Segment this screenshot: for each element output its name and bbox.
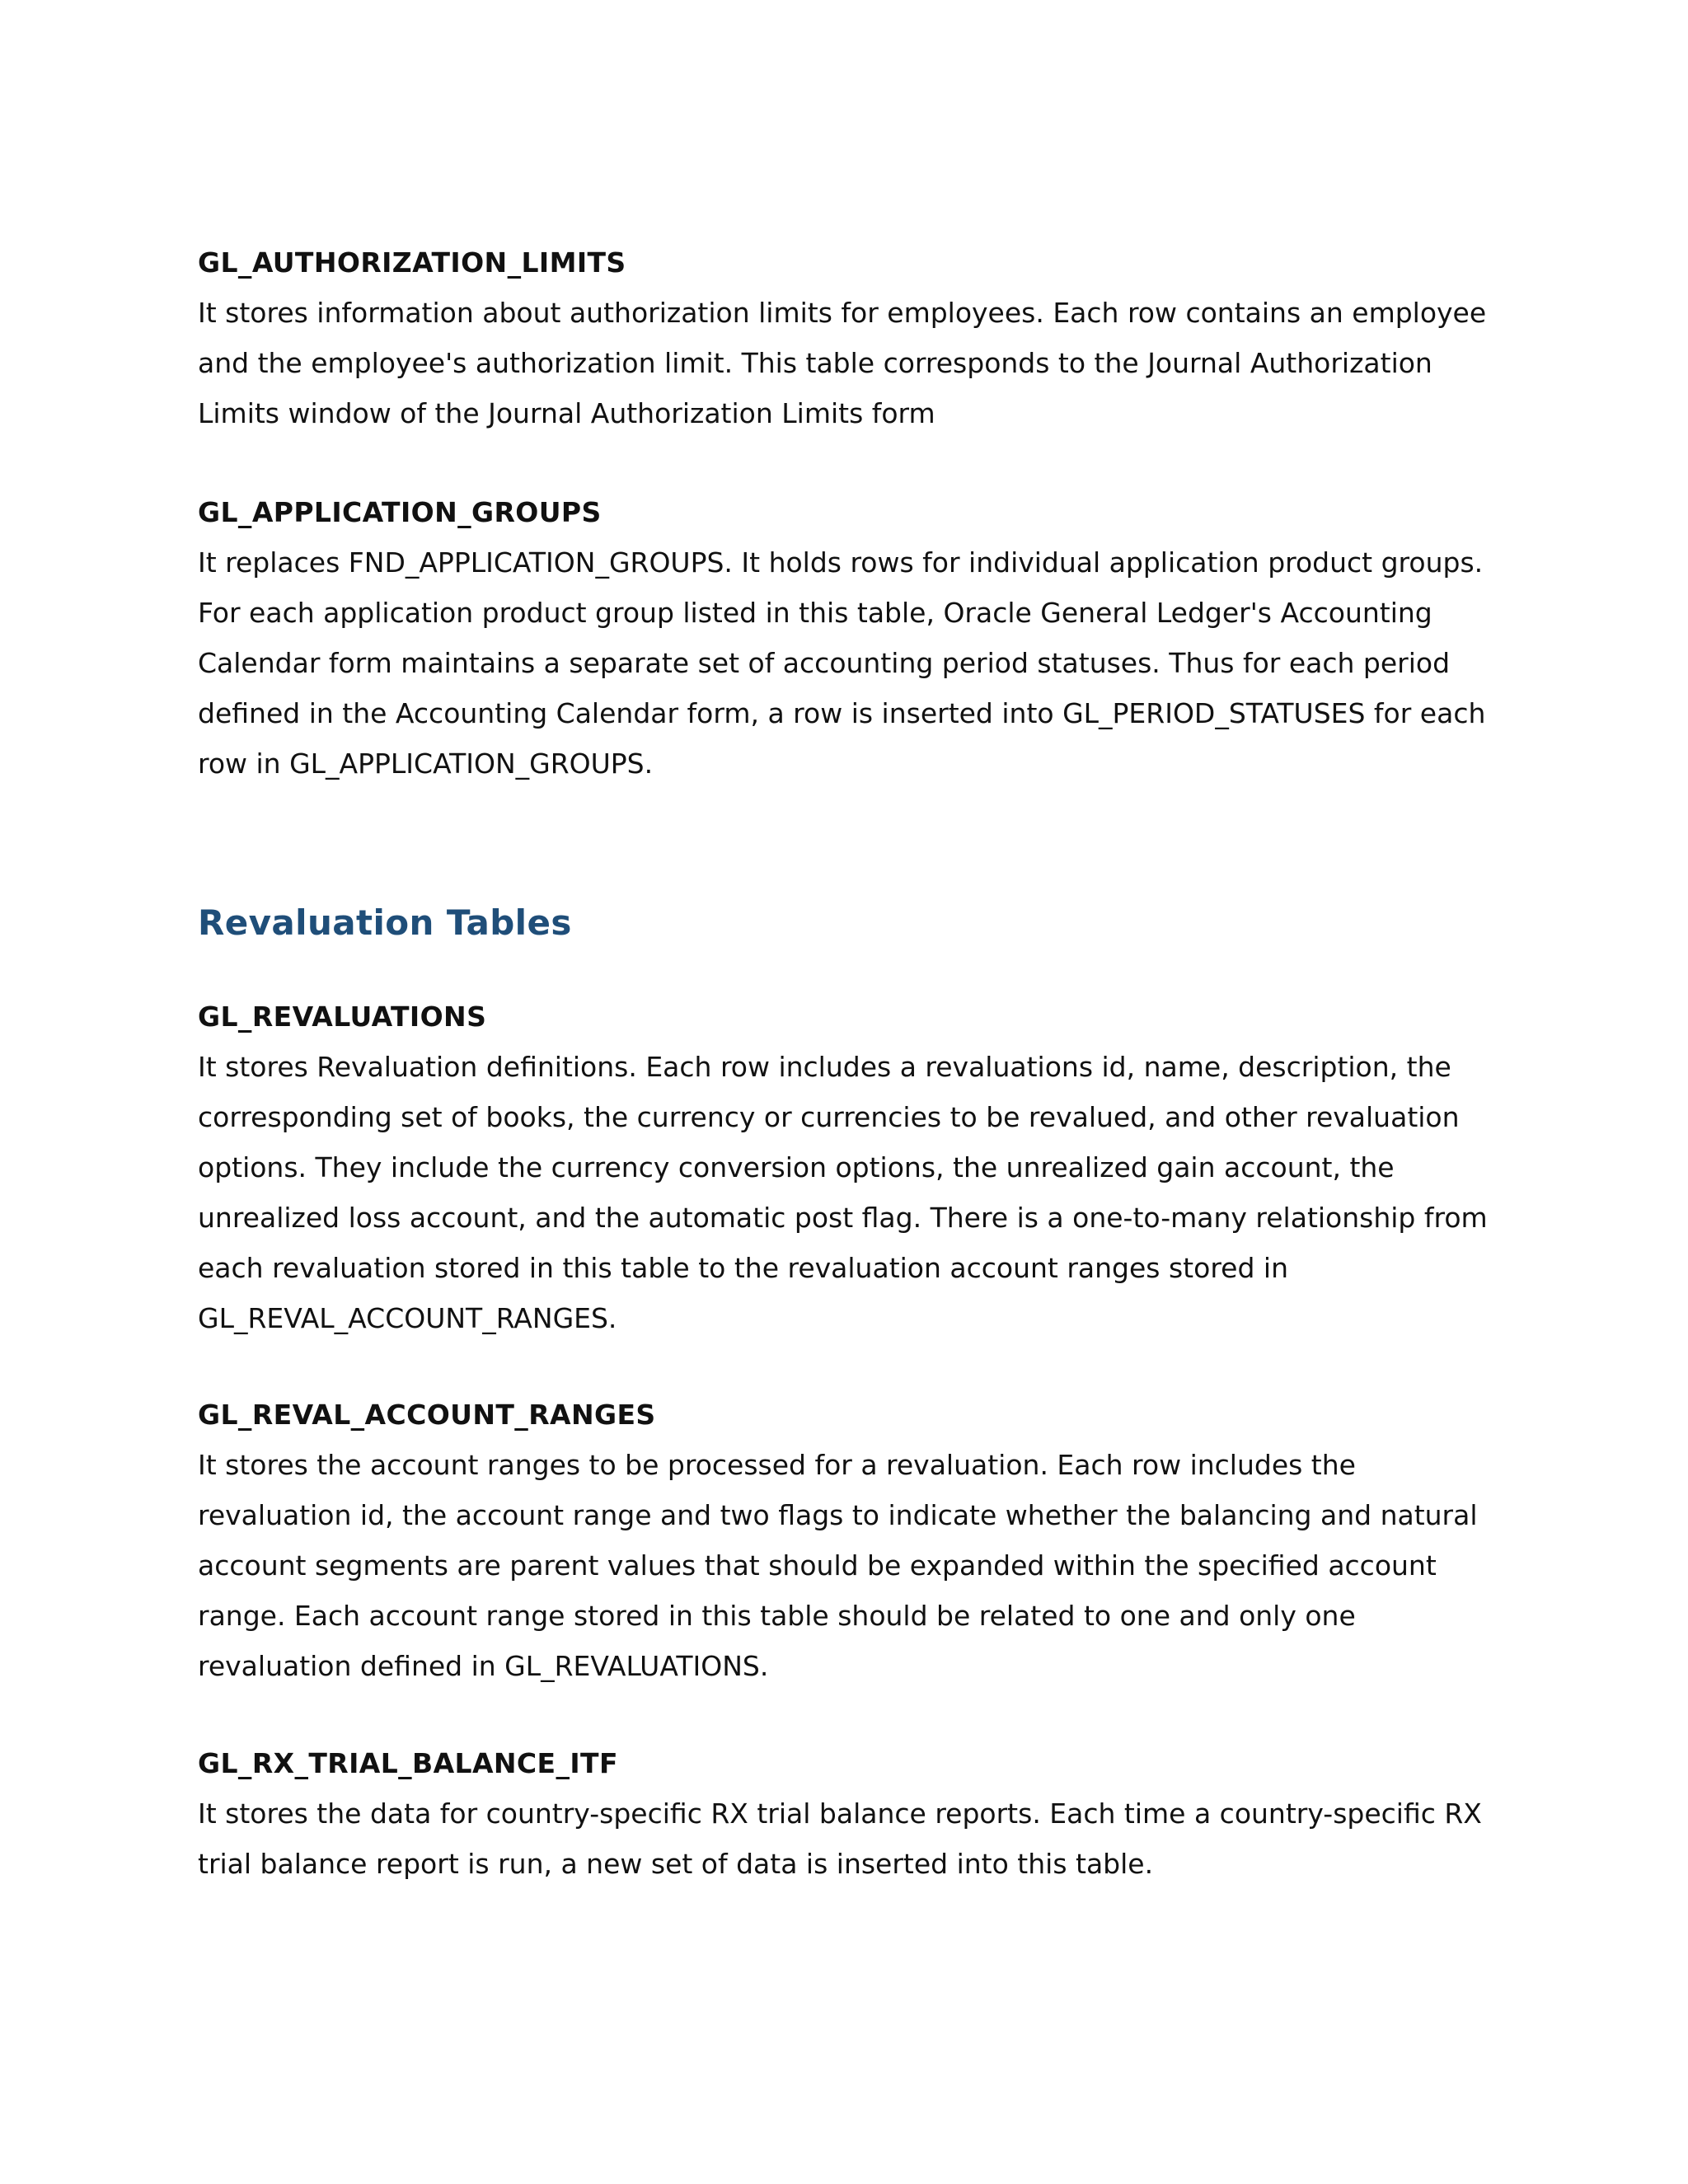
table-heading-gl-reval-account-ranges: GL_REVAL_ACCOUNT_RANGES (198, 1399, 656, 1431)
section-gl-reval-account-ranges (198, 1390, 1500, 1691)
section-title-revaluation-tables: Revaluation Tables (198, 902, 572, 943)
section-gl-revaluations (198, 991, 1500, 1343)
section-gl-application-groups (198, 487, 1500, 789)
table-heading-gl-authorization-limits: GL_AUTHORIZATION_LIMITS (198, 246, 626, 279)
table-heading-gl-revaluations: GL_REVALUATIONS (198, 1001, 487, 1033)
table-description-gl-authorization-limits: It stores information about authorization limits for employees. Each row contains an employee and the employee's authorization limit. This table corresponds to the Journal Authorization Limits window of the Journal Authorization Limits form (198, 297, 1487, 429)
table-description-gl-revaluations: It stores Revaluation definitions. Each row includes a revaluations id, name, description, the corresponding set of books, the currency or currencies to be revalued, and other revaluation options. They include the currency conversion options, the unrealized gain account, the unrealized loss account, and the automatic post flag. There is a one-to-many relationship from each revaluation stored in this table to the revaluation account ranges stored in GL_REVAL_ACCOUNT_RANGES. (198, 1051, 1488, 1334)
section-gl-authorization-limits (198, 237, 1500, 438)
section-gl-rx-trial-balance-itf (198, 1738, 1500, 1889)
table-heading-gl-application-groups: GL_APPLICATION_GROUPS (198, 496, 602, 528)
table-description-gl-application-groups: It replaces FND_APPLICATION_GROUPS. It holds rows for individual application product groups. For each application product group listed in this table, Oracle General Ledger's Accounting Calendar form maintains a separate set of accounting period statuses. Thus for each period defined in the Accounting Calendar form, a row is inserted into GL_PERIOD_STATUSES for each row in GL_APPLICATION_GROUPS. (198, 546, 1486, 780)
table-heading-gl-rx-trial-balance-itf: GL_RX_TRIAL_BALANCE_ITF (198, 1747, 618, 1779)
table-description-gl-reval-account-ranges: It stores the account ranges to be processed for a revaluation. Each row includes the revaluation id, the account range and two flags to indicate whether the balancing and natural account segments are parent values that should be expanded within the specified account range. Each account range stored in this table should be related to one and only one revaluation defined in GL_REVALUATIONS. (198, 1449, 1478, 1682)
table-description-gl-rx-trial-balance-itf: It stores the data for country-specific RX trial balance reports. Each time a country-specific RX trial balance report is run, a new set of data is inserted into this table. (198, 1797, 1482, 1880)
